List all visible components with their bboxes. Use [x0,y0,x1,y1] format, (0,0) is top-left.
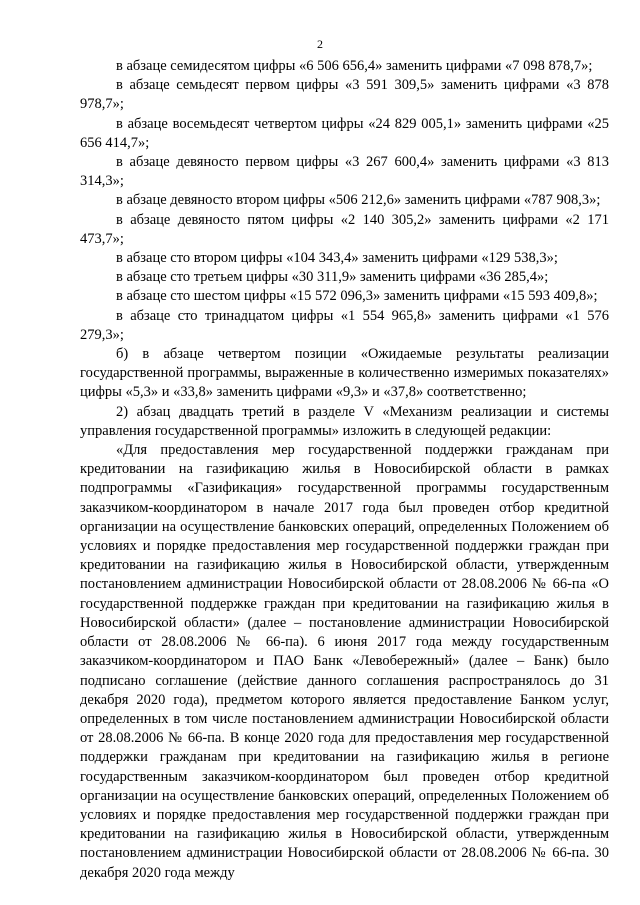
document-body [80,57,609,883]
paragraph: «Для предоставления мер государственной поддержки гражданам при кредитовании на газификацию жилья в Новосибирской области в рамках подпрограммы «Газификация» государственной программы государственным заказчиком-координатором в начале 2017 года был проведен отбор кредитной организации на осуществление банковских операций, определенных Положением об условиях и порядке предоставления мер государственной поддержки граждан при кредитовании на газификацию жилья в Новосибирской области, утвержденным постановлением администрации Новосибирской области от 28.08.2006 № 66-па «О государственной поддержке граждан при кредитовании на газификацию жилья в Новосибирской области» (далее – постановление администрации Новосибирской области от 28.08.2006 № 66-па). 6 июня 2017 года между государственным заказчиком-координатором и ПАО Банк «Левобережный» (далее – Банк) было подписано соглашение (действие данного соглашения распространялось до 31 декабря 2020 года), предметом которого является предоставление Банком услуг, определенных в том числе постановлением администрации Новосибирской области от 28.08.2006 № 66-па. В конце 2020 года для предоставления мер государственной поддержки гражданам при кредитовании на газификацию жилья в регионе государственным заказчиком-координатором был проведен отбор кредитной организации на осуществление банковских операций, определенных Положением об условиях и порядке предоставления мер государственной поддержки граждан при кредитовании на газификацию жилья в Новосибирской области, утвержденным постановлением администрации Новосибирской области от 28.08.2006 № 66-па. 30 декабря 2020 года между [80,442,609,881]
paragraph: в абзаце сто третьем цифры «30 311,9» заменить цифрами «36 285,4»; [116,269,549,286]
paragraph: в абзаце девяносто втором цифры «506 212,6» заменить цифрами «787 908,3»; [116,192,601,209]
paragraph: в абзаце сто тринадцатом цифры «1 554 965,8» заменить цифрами «1 576 279,3»; [80,307,609,343]
paragraph: в абзаце сто шестом цифры «15 572 096,3» заменить цифрами «15 593 409,8»; [116,288,598,305]
paragraph: в абзаце семьдесят первом цифры «3 591 309,5» заменить цифрами «3 878 978,7»; [80,77,609,113]
paragraph: в абзаце семидесятом цифры «6 506 656,4» заменить цифрами «7 098 878,7»; [116,58,593,74]
page-number: 2 [317,37,323,51]
paragraph: б) в абзаце четвертом позиции «Ожидаемые результаты реализации государственной программы, выраженные в количественно измеримых показателях» цифры «5,3» и «33,8» заменить цифрами «9,3» и «37,8» соответственно; [80,346,609,401]
paragraph: в абзаце сто втором цифры «104 343,4» заменить цифрами «129 538,3»; [116,250,558,267]
paragraph: в абзаце девяносто первом цифры «3 267 600,4» заменить цифрами «3 813 314,3»; [80,154,609,190]
paragraph: в абзаце девяносто пятом цифры «2 140 305,2» заменить цифрами «2 171 473,7»; [80,211,609,247]
paragraph: в абзаце восемьдесят четвертом цифры «24 829 005,1» заменить цифрами «25 656 414,7»; [80,115,609,151]
paragraph: 2) абзац двадцать третий в разделе V «Механизм реализации и системы управления государственной программы» изложить в следующей редакции: [80,403,609,439]
